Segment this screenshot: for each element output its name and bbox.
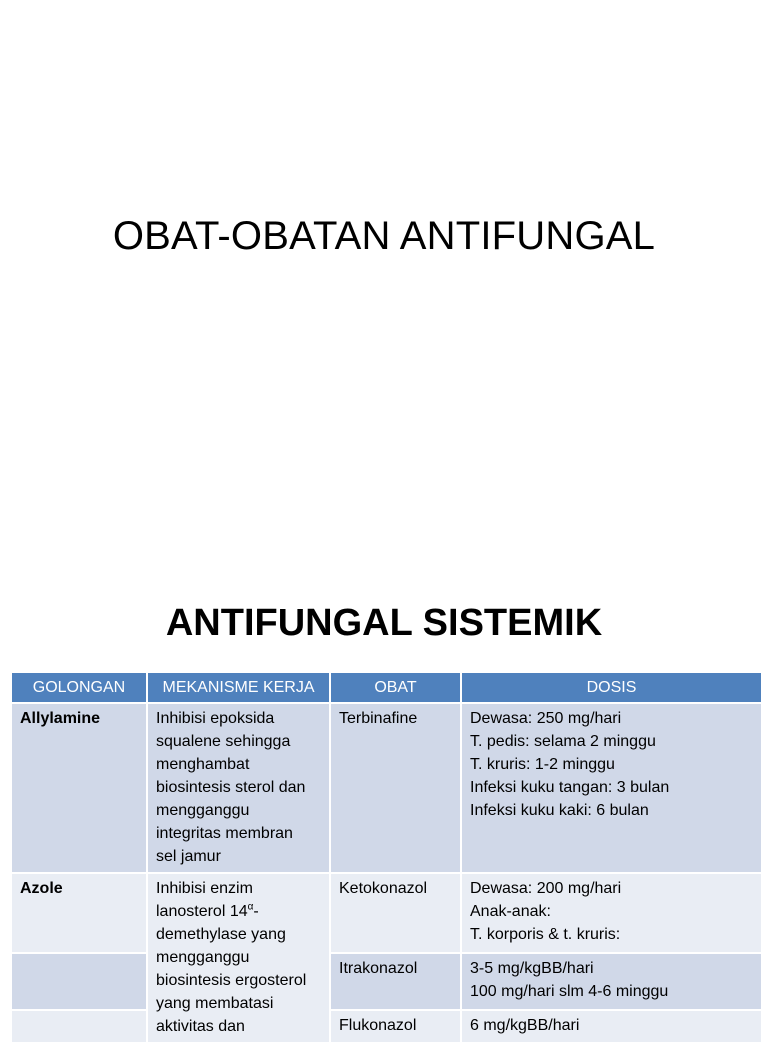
cell-golongan: Allylamine <box>12 703 147 873</box>
cell-golongan <box>12 953 147 1010</box>
text-line: sel jamur <box>156 848 221 865</box>
cell-mekanisme <box>147 703 330 873</box>
text-line: T. korporis & t. kruris: <box>470 926 621 943</box>
antifungal-table <box>12 673 761 1042</box>
text-line: squalene sehingga <box>156 733 291 750</box>
text-fragment: lanosterol 14 <box>156 903 248 920</box>
text-line: Anak-anak: <box>470 903 551 920</box>
text-line: Infeksi kuku tangan: 3 bulan <box>470 779 670 796</box>
text-line: demethylase yang <box>156 926 286 943</box>
text-line: biosintesis sterol dan <box>156 779 306 796</box>
text-line: mengganggu <box>156 949 250 966</box>
cell-obat: Terbinafine <box>330 703 461 873</box>
text-line: Infeksi kuku kaki: 6 bulan <box>470 802 649 819</box>
cell-dosis <box>461 703 761 873</box>
text-line: Dewasa: 250 mg/hari <box>470 710 622 727</box>
cell-dosis <box>461 1010 761 1042</box>
text-fragment: - <box>253 903 259 920</box>
text-line: aktivitas dan <box>156 1018 245 1035</box>
superscript-alpha: α <box>247 901 254 913</box>
text-line: yang membatasi <box>156 995 274 1012</box>
text-line: 3-5 mg/kgBB/hari <box>470 960 594 978</box>
table-row <box>12 1010 761 1042</box>
text-line: T. kruris: 1-2 minggu <box>470 756 615 773</box>
table-row <box>12 703 761 873</box>
cell-dosis <box>461 873 761 953</box>
cell-obat: Flukonazol <box>330 1010 461 1042</box>
text-line: 100 mg/hari slm 4-6 minggu <box>470 983 669 1001</box>
text-line: Inhibisi epoksida <box>156 710 275 727</box>
cell-golongan: Azole <box>12 873 147 953</box>
text-line <box>156 900 321 923</box>
text-line: Inhibisi enzim <box>156 880 253 897</box>
table-row <box>12 873 761 953</box>
text-line: mengganggu <box>156 802 250 819</box>
column-header-obat: OBAT <box>330 673 461 703</box>
text-line: integritas membran <box>156 825 293 842</box>
text-line: menghambat <box>156 756 250 773</box>
text-line: T. pedis: selama 2 minggu <box>470 733 656 750</box>
text-line: biosintesis ergosterol <box>156 972 307 989</box>
table-row <box>12 953 761 1010</box>
cell-mekanisme <box>147 873 330 1042</box>
column-header-golongan: GOLONGAN <box>12 673 147 703</box>
text-line: Dewasa: 200 mg/hari <box>470 880 622 897</box>
column-header-mekanisme: MEKANISME KERJA <box>147 673 330 703</box>
table-slide <box>0 576 768 1035</box>
slide-heading: ANTIFUNGAL SISTEMIK <box>165 602 603 644</box>
text-line: 6 mg/kgBB/hari <box>470 1017 580 1035</box>
cell-obat: Ketokonazol <box>330 873 461 953</box>
cell-dosis <box>461 953 761 1010</box>
cell-golongan <box>12 1010 147 1042</box>
slide-title: OBAT-OBATAN ANTIFUNGAL <box>112 214 656 258</box>
column-header-dosis: DOSIS <box>461 673 761 703</box>
table-header-row <box>12 673 761 703</box>
cell-obat: Itrakonazol <box>330 953 461 1010</box>
